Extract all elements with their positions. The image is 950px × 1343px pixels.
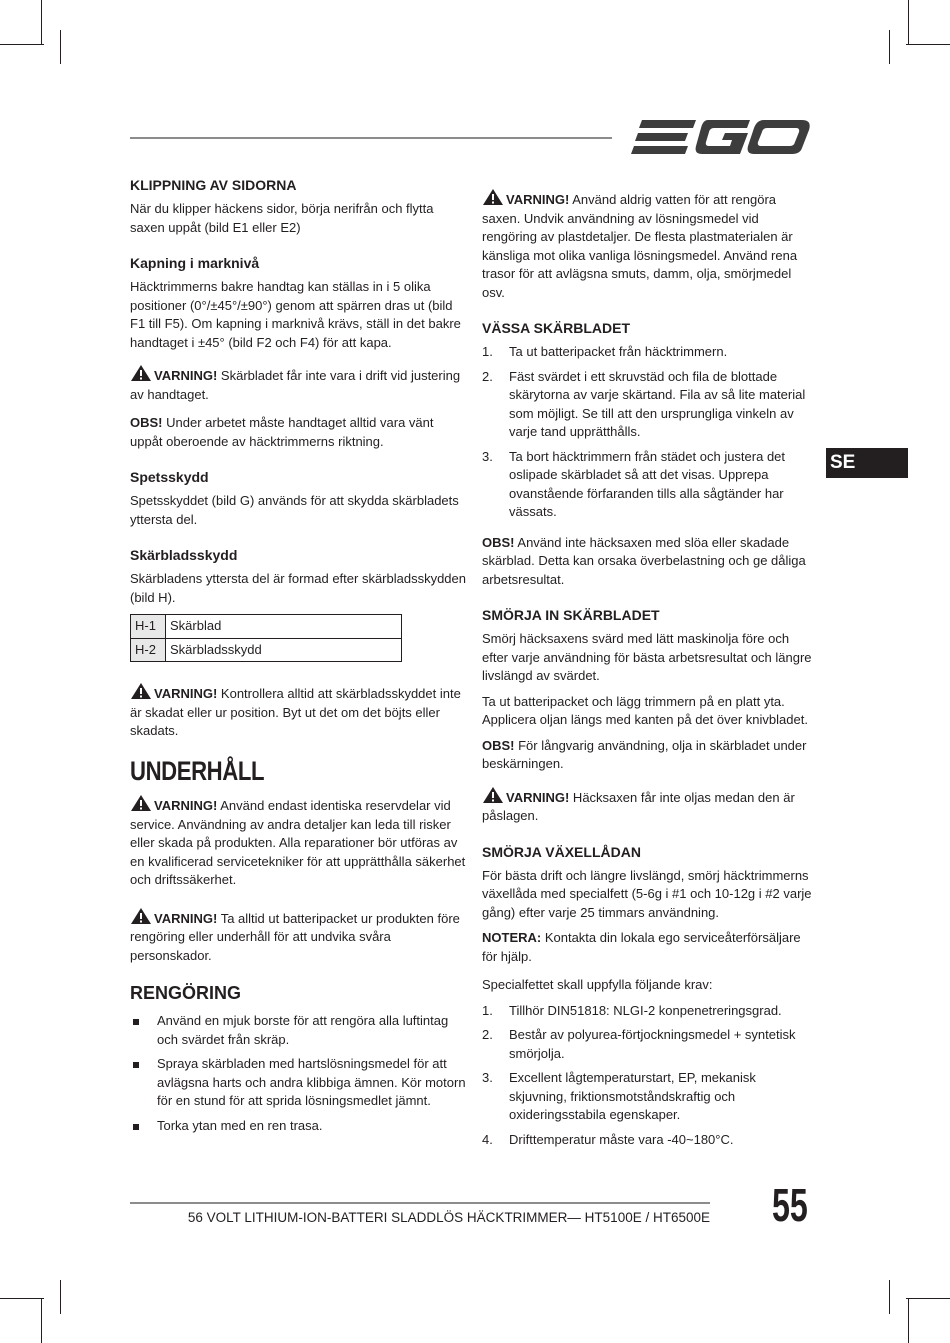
list-item	[482, 343, 816, 362]
warning-text: Använd endast identiska reservdelar vid service. Användning av andra detaljer kan leda till risker eller skada på produkten. Alla reparationer bör utföras av en kvalificerad servicetekniker för att upprätthålla säkerhet och driftssäkerhet.	[130, 798, 466, 887]
list-item-text: Torka ytan med en ren trasa.	[157, 1117, 323, 1133]
note-paragraph	[482, 929, 816, 966]
note-paragraph	[482, 534, 816, 590]
list-number: 3.	[482, 1070, 493, 1085]
numbered-list	[482, 1002, 816, 1150]
list-item-text: Ta ut batteripacket från häcktrimmern.	[509, 344, 728, 359]
list-item-text: Består av polyurea-förtjockningsmedel + syntetisk smörjolja.	[509, 1027, 796, 1061]
list-number: 1.	[482, 1002, 493, 1018]
section-heading: Skärbladsskydd	[130, 547, 238, 563]
section-heading: SMÖRJA IN SKÄRBLADET	[482, 607, 660, 623]
table-cell-label: Skärbladsskydd	[166, 638, 402, 662]
notera-label: NOTERA:	[482, 930, 542, 945]
page-number: 55	[772, 1179, 808, 1231]
bullet-icon	[133, 1062, 139, 1068]
table-cell-code: H-1	[131, 615, 166, 639]
note-text: Använd inte häcksaxen med slöa eller skadade skärblad. Detta kan orsaka överbelastning och ge dåliga arbetsresultat.	[482, 534, 806, 587]
language-tab: SE	[826, 448, 908, 478]
obs-label: OBS!	[482, 534, 515, 550]
footer-title: 56 VOLT LITHIUM-ION-BATTERI SLADDLÖS HÄCKTRIMMER— HT5100E / HT6500E	[187, 1210, 710, 1225]
list-item-text: Spraya skärbladen med hartslösningsmedel för att avlägsna harts och andra klibbiga ämnen. Kör motorn för en stund för att sprida lösningsmedlet jämnt.	[157, 1056, 466, 1108]
paragraph: Häcktrimmerns bakre handtag kan ställas in i 5 olika positioner (0°/±45°/±90°) genom att spärren dras ut (bild F1 till F5). Om kapning i marknivå krävs, ställ in det bakre handtaget i ±45° (bild F2 och F4) för att kapa.	[130, 279, 461, 350]
list-item	[482, 1026, 816, 1063]
paragraph: Smörj häcksaxens svärd med lätt maskinolja före och efter varje användning för bästa arbetsresultat och längre livslängd av svärdet.	[482, 631, 812, 683]
table-cell-label: Skärblad	[166, 615, 402, 639]
warning-label: VARNING!	[154, 910, 218, 926]
parts-table	[130, 614, 402, 662]
list-item-text: Använd en mjuk borste för att rengöra alla luftintag och svärdet från skräp.	[157, 1013, 449, 1047]
crop-mark	[906, 1298, 950, 1299]
list-item	[130, 1012, 466, 1049]
paragraph: Skärbladens yttersta del är formad efter skärbladsskydden (bild H).	[130, 571, 467, 605]
list-number: 3.	[482, 448, 493, 464]
note-paragraph	[482, 737, 816, 774]
crop-mark	[908, 1298, 909, 1343]
warning-paragraph	[482, 786, 816, 826]
warning-triangle-icon	[482, 786, 504, 804]
section-heading: VÄSSA SKÄRBLADET	[482, 320, 631, 336]
numbered-list	[482, 343, 816, 522]
bullet-icon	[133, 1019, 139, 1025]
crop-mark	[60, 30, 61, 64]
crop-mark	[41, 0, 42, 44]
table-row	[131, 638, 402, 662]
paragraph: Ta ut batteripacket och lägg trimmern på en platt yta. Applicera oljan längs med kanten på det över knivbladet.	[482, 693, 808, 727]
section-heading: RENGÖRING	[130, 983, 242, 1003]
warning-triangle-icon	[130, 682, 152, 700]
bullet-list	[130, 1012, 466, 1135]
section-heading: Spetsskydd	[130, 469, 209, 485]
list-item	[130, 1117, 466, 1136]
crop-mark	[60, 1280, 61, 1314]
crop-mark	[889, 1280, 890, 1314]
warning-label: VARNING!	[506, 192, 570, 207]
list-item	[482, 368, 816, 442]
paragraph: När du klipper häckens sidor, börja nerifrån och flytta saxen uppåt (bild E1 eller E2)	[130, 201, 434, 235]
warning-paragraph	[130, 907, 466, 966]
warning-label: VARNING!	[154, 686, 218, 701]
list-item	[482, 448, 816, 522]
crop-mark	[0, 1298, 44, 1299]
left-column	[130, 176, 466, 1143]
warning-text: Använd aldrig vatten för att rengöra saxen. Undvik användning av lösningsmedel vid rengöring av plastdetaljer. De flesta plastmaterialen är känsliga mot olika vanliga lösningsmedel. Använd rena trasor för att avlägsna smuts, damm, olja, smörjmedel osv.	[482, 192, 798, 300]
list-item	[482, 1069, 816, 1125]
list-item	[130, 1055, 466, 1111]
warning-paragraph	[130, 682, 466, 741]
list-item	[482, 1131, 816, 1150]
warning-text: Kontrollera alltid att skärbladsskyddet inte är skadat eller ur position. Byt ut det om det böjts eller skadats.	[130, 686, 461, 738]
footer-rule	[130, 1202, 710, 1204]
list-item-text: Excellent lågtemperaturstart, EP, mekanisk skjuvning, friktionsmotståndskraftig och oxideringsstabila egenskaper.	[509, 1070, 756, 1122]
table-row	[131, 615, 402, 639]
list-item-text: Tillhör DIN51818: NLGI-2 konpenetreringsgrad.	[509, 1002, 782, 1018]
right-column	[482, 188, 816, 1157]
header-rule	[130, 137, 612, 139]
list-number: 2.	[482, 368, 493, 384]
section-heading: KLIPPNING AV SIDORNA	[130, 177, 297, 193]
warning-text: Ta alltid ut batteripacket ur produkten före rengöring eller underhåll för att undvika svåra personskador.	[130, 910, 460, 963]
warning-label: VARNING!	[154, 798, 218, 813]
warning-paragraph	[130, 794, 466, 890]
section-heading: Kapning i marknivå	[130, 255, 260, 271]
obs-label: OBS!	[130, 415, 163, 430]
crop-mark	[41, 1298, 42, 1343]
warning-text: Häcksaxen får inte oljas medan den är påslagen.	[482, 789, 795, 823]
main-heading: UNDERHÅLL	[130, 755, 265, 786]
note-text: För långvarig användning, olja in skärbladet under beskärningen.	[482, 737, 807, 771]
ego-logo	[630, 118, 812, 158]
paragraph: Specialfettet skall uppfylla följande krav:	[482, 977, 713, 992]
note-paragraph	[130, 414, 466, 451]
list-number: 4.	[482, 1131, 493, 1147]
warning-label: VARNING!	[506, 789, 570, 805]
warning-label: VARNING!	[154, 368, 218, 383]
note-text: Under arbetet måste handtaget alltid vara vänt uppåt oberoende av häcktrimmerns riktning.	[130, 415, 434, 449]
warning-triangle-icon	[482, 188, 504, 206]
crop-mark	[889, 30, 890, 64]
section-heading: SMÖRJA VÄXELLÅDAN	[482, 843, 641, 860]
paragraph: Spetsskyddet (bild G) används för att skydda skärbladets yttersta del.	[130, 493, 459, 527]
warning-triangle-icon	[130, 364, 152, 382]
list-number: 2.	[482, 1027, 493, 1042]
warning-paragraph	[130, 364, 466, 404]
table-cell-code: H-2	[131, 638, 166, 662]
crop-mark	[0, 44, 44, 45]
list-item-text: Drifttemperatur måste vara -40~180°C.	[509, 1131, 734, 1147]
crop-mark	[906, 44, 950, 45]
warning-text: Skärbladet får inte vara i drift vid justering av handtaget.	[130, 368, 461, 402]
list-item-text: Ta bort häcktrimmern från städet och justera det oslipade skärbladet så att det visas. Upprepa ovanstående förfaranden tills alla sågtänder har vässats.	[509, 448, 786, 519]
warning-triangle-icon	[130, 907, 152, 925]
list-item	[482, 1002, 816, 1021]
note-text: Kontakta din lokala ego serviceåterförsäljare för hjälp.	[482, 930, 801, 964]
bullet-icon	[133, 1124, 139, 1130]
warning-triangle-icon	[130, 794, 152, 812]
crop-mark	[908, 0, 909, 44]
list-item-text: Fäst svärdet i ett skruvstäd och fila de blottade skärytorna av varje skärtand. Fila av så lite material som möjligt. Se till att den ursprungliga vinkeln av varje tand upprätthålls.	[509, 368, 806, 439]
obs-label: OBS!	[482, 737, 515, 753]
paragraph: För bästa drift och längre livslängd, smörj häcktrimmerns växellåda med specialfett (5-6g i #1 och 10-12g i #2 varje gång) efter varje 25 timmars användning.	[482, 867, 812, 920]
list-number: 1.	[482, 344, 493, 359]
warning-paragraph	[482, 188, 816, 302]
